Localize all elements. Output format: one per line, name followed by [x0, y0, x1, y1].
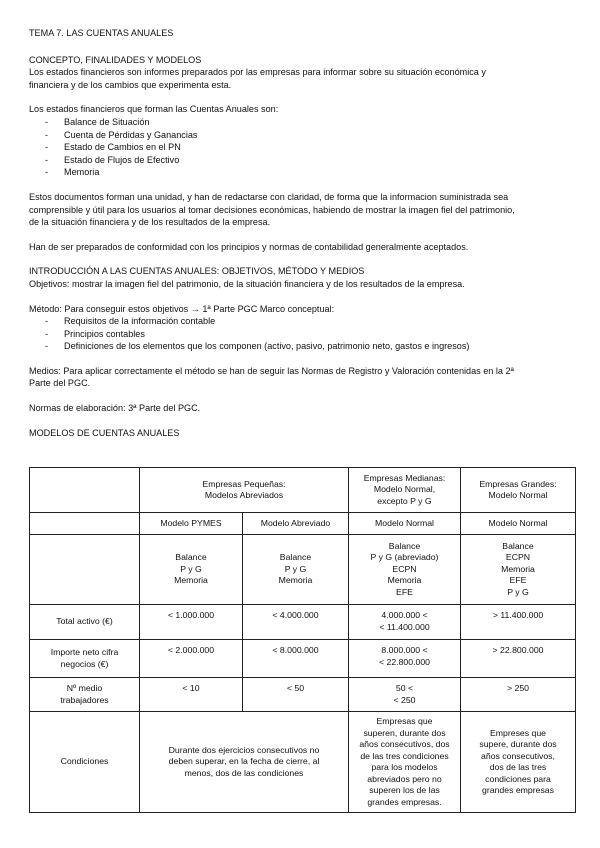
table-cell: < 50 [243, 678, 349, 712]
table-cell: > 11.400.000 [461, 605, 576, 640]
section-title-introduccion: INTRODUCCIÓN A LAS CUENTAS ANUALES: OBJETIVOS, MÉTODO Y MEDIOS [29, 266, 365, 277]
table-cell: Empreses que supere, durante dos años consecutivos, dos de las tres condiciones para grandes empresas [461, 712, 576, 813]
list-item: - Estado de Flujos de Efectivo [29, 154, 574, 167]
metodo-list [29, 315, 574, 353]
table-row [30, 468, 576, 513]
normas-paragraph: Normas de elaboración: 3ª Parte del PGC. [29, 403, 201, 414]
table-cell: Modelo Abreviado [243, 513, 349, 535]
document-page [29, 27, 574, 439]
table-cell: Durante dos ejercicios consecutivos no deben superar, en la fecha de cierre, al menos, dos de las condiciones [140, 712, 349, 813]
objetivos-paragraph: Objetivos: mostrar la imagen fiel del patrimonio, de la situación financiera y de los resultados de la empresa. [29, 278, 465, 289]
table-row [30, 712, 576, 813]
list-item: - Cuenta de Pérdidas y Ganancias [29, 129, 574, 142]
empty-cell [30, 535, 140, 605]
table-cell: > 22.800.000 [461, 640, 576, 678]
table-cell: Modelo Normal [349, 513, 461, 535]
list-item: - Memoria [29, 166, 574, 179]
row-label: Nº medio trabajadores [30, 678, 140, 712]
row-label: Condiciones [30, 712, 140, 813]
header-medianas: Empresas Medianas: Modelo Normal, excepto P y G [349, 468, 461, 513]
section-title-concepto: CONCEPTO, FINALIDADES Y MODELOS [29, 54, 202, 65]
table-cell: Balance ECPN Memoria EFE P y G [461, 535, 576, 605]
list-item: - Definiciones de los elementos que los componen (activo, pasivo, patrimonio neto, gastos e ingresos) [29, 340, 574, 353]
table-cell: < 2.000.000 [140, 640, 243, 678]
table-cell: < 8.000.000 [243, 640, 349, 678]
table-cell: < 4.000.000 [243, 605, 349, 640]
table-row [30, 678, 576, 712]
metodo-paragraph: Método: Para conseguir estos objetivos → 1ª Parte PGC Marco conceptual: [29, 303, 335, 314]
table-cell: < 10 [140, 678, 243, 712]
row-label: Importe neto cifra negocios (€) [30, 640, 140, 678]
list-item: - Requisitos de la información contable [29, 315, 574, 328]
table-cell: < 1.000.000 [140, 605, 243, 640]
list-item: - Balance de Situación [29, 116, 574, 129]
table-cell: Modelo PYMES [140, 513, 243, 535]
table-cell: Balance P y G Memoria [140, 535, 243, 605]
intro-paragraph: Los estados financieros son informes preparados por las empresas para informar sobre su situación económica y financiera y de los cambios que experimenta esta. [29, 67, 486, 90]
list-item: - Estado de Cambios en el PN [29, 141, 574, 154]
table-row [30, 535, 576, 605]
models-table [29, 467, 576, 813]
list-item: - Principios contables [29, 328, 574, 341]
page-title: TEMA 7. LAS CUENTAS ANUALES [29, 28, 174, 38]
unity-paragraph: Estos documentos forman una unidad, y han de redactarse con claridad, de forma que la informacion suministrada sea comprensible y útil para los usuarios al tomar decisiones económicas, habiendo de mostrar la imagen fiel del patrimonio, de la situación financiera y de los resultados de la empresa. [29, 191, 515, 228]
medios-paragraph: Medios: Para aplicar correctamente el método se han de seguir las Normas de Registro y Valoración contenidas en la 2ª Parte del PGC. [29, 365, 514, 389]
financial-statements-list [29, 116, 574, 179]
empty-cell [30, 513, 140, 535]
conformity-paragraph: Han de ser preparados de conformidad con los principios y normas de contabilidad generalmente aceptados. [29, 241, 469, 252]
table-row [30, 640, 576, 678]
table-cell: Modelo Normal [461, 513, 576, 535]
table-cell: Balance P y G (abreviado) ECPN Memoria EFE [349, 535, 461, 605]
table-cell: Empresas que superen, durante dos años consecutivos, dos de las tres condiciones para los modelos abreviados pero no superen los de las grandes empresas. [349, 712, 461, 813]
empty-corner-cell [30, 468, 140, 513]
table-cell: 4.000.000 < < 11.400.000 [349, 605, 461, 640]
section-title-modelos: MODELOS DE CUENTAS ANUALES [29, 427, 180, 438]
table-cell: Balance P y G Memoria [243, 535, 349, 605]
table-cell: 50 < < 250 [349, 678, 461, 712]
table-cell: 8.000.000 < < 22.800.000 [349, 640, 461, 678]
table-cell: > 250 [461, 678, 576, 712]
header-grandes: Empresas Grandes: Modelo Normal [461, 468, 576, 513]
table-row [30, 605, 576, 640]
table-row [30, 513, 576, 535]
header-pequenas: Empresas Pequeñas: Modelos Abreviados [140, 468, 349, 513]
list-intro: Los estados financieros que forman las Cuentas Anuales son: [29, 104, 279, 115]
row-label: Total activo (€) [30, 605, 140, 640]
